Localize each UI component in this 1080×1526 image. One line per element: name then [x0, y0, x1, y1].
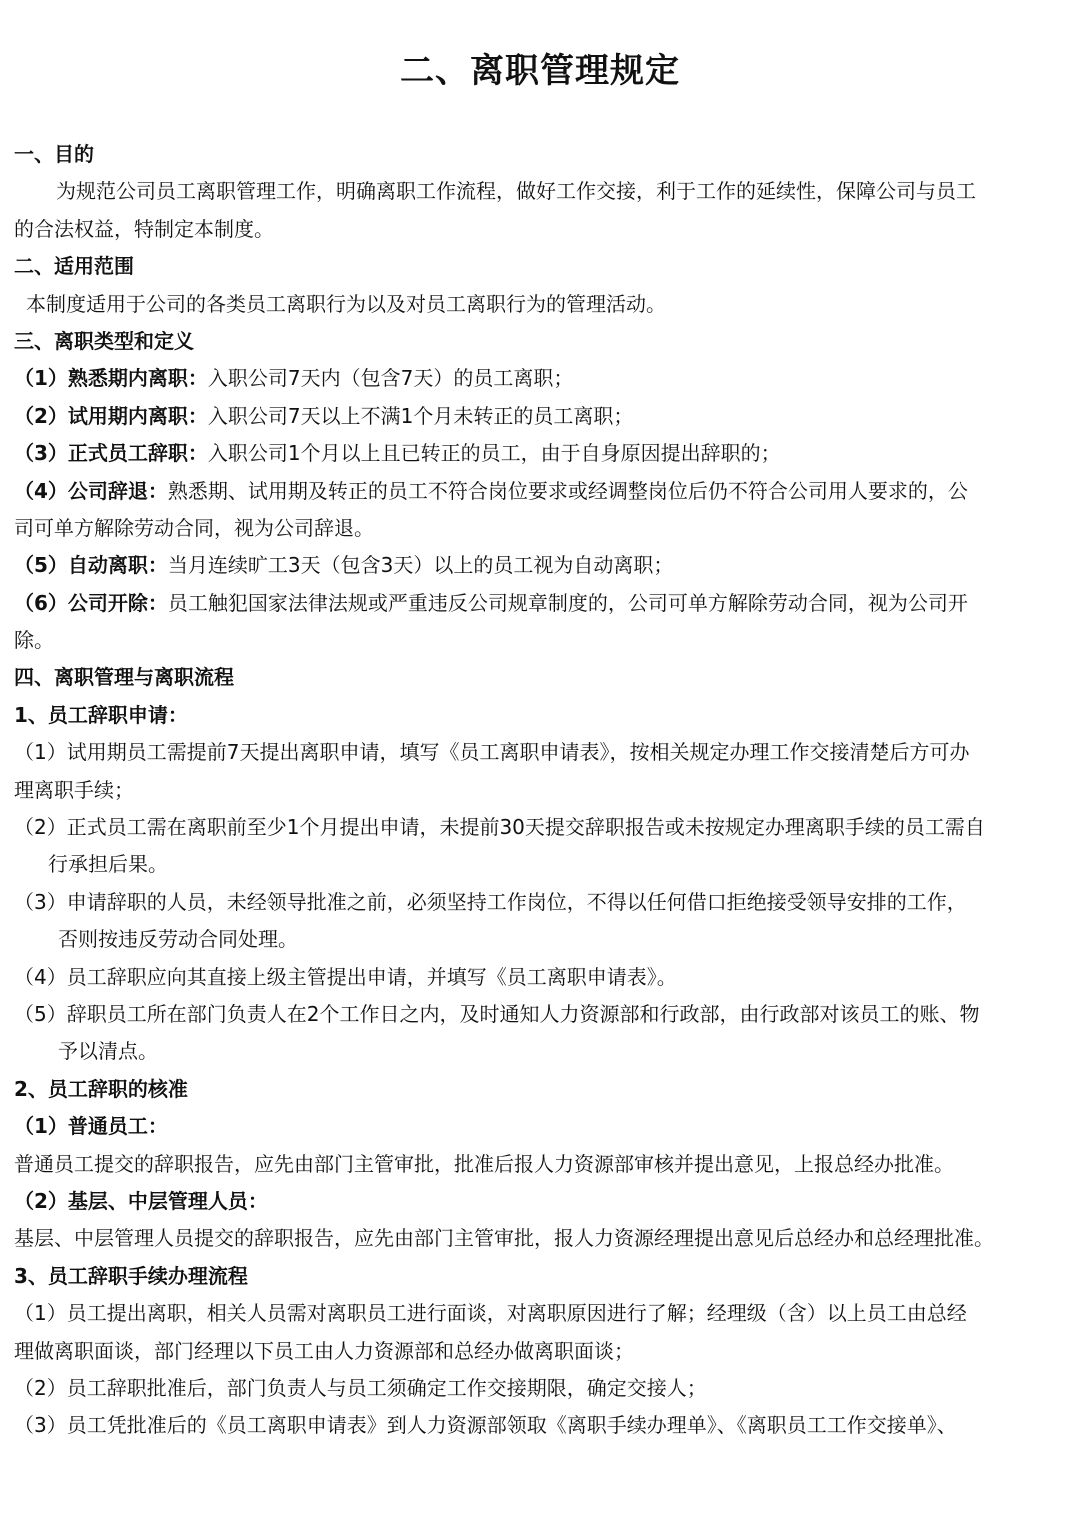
- list-item: （2）正式员工需在离职前至少1个月提出申请，未提前30天提交辞职报告或未按规定办理离职手续的员工需自: [14, 815, 985, 840]
- subsection-heading-procedure: 3、员工辞职手续办理流程: [14, 1263, 248, 1288]
- item-text: 入职公司7天以上不满1个月未转正的员工离职；: [207, 403, 634, 428]
- list-item: [14, 360, 1070, 397]
- list-item: [14, 585, 1070, 622]
- section-heading-scope: 二、适用范围: [14, 254, 134, 279]
- list-item: （2）员工辞职批准后，部门负责人与员工须确定工作交接期限，确定交接人；: [14, 1375, 707, 1400]
- item-label: （5）自动离职：: [14, 553, 168, 578]
- paragraph-text: 为规范公司员工离职管理工作，明确离职工作流程，做好工作交接，利于工作的延续性，保障公司与员工: [56, 179, 976, 204]
- list-item: （4）员工辞职应向其直接上级主管提出申请，并填写《员工离职申请表》。: [14, 964, 677, 989]
- approval-heading-managers: （2）基层、中层管理人员：: [14, 1188, 268, 1213]
- paragraph-text: 本制度适用于公司的各类员工离职行为以及对员工离职行为的管理活动。: [26, 291, 666, 316]
- list-item: [14, 547, 1070, 584]
- list-item: （5）辞职员工所在部门负责人在2个工作日之内，及时通知人力资源部和行政部，由行政部对该员工的账、物: [14, 1001, 980, 1026]
- list-item-continuation: 理做离职面谈，部门经理以下员工由人力资源部和总经办做离职面谈；: [14, 1338, 634, 1363]
- item-label: （3）正式员工辞职：: [14, 441, 208, 466]
- section-heading-types: 三、离职类型和定义: [14, 328, 194, 353]
- list-item: （1）试用期员工需提前7天提出离职申请，填写《员工离职申请表》，按相关规定办理工作交接清楚后方可办: [14, 740, 970, 765]
- item-text: 入职公司7天内（包含7天）的员工离职；: [207, 366, 574, 391]
- list-item: [14, 473, 1070, 510]
- list-item: （1）员工提出离职，相关人员需对离职员工进行面谈，对离职原因进行了解；经理级（含）以上员工由总经: [14, 1301, 967, 1326]
- paragraph-text: 基层、中层管理人员提交的辞职报告，应先由部门主管审批，报人力资源经理提出意见后总经办和总经理批准。: [14, 1226, 994, 1251]
- list-item: [14, 398, 1070, 435]
- document-body: [14, 136, 1070, 1445]
- list-item-continuation: 行承担后果。: [48, 852, 168, 877]
- paragraph-text: 的合法权益，特制定本制度。: [14, 216, 274, 241]
- section-heading-purpose: 一、目的: [14, 142, 94, 166]
- list-item-continuation: 予以清点。: [58, 1039, 158, 1064]
- item-text: 入职公司1个月以上且已转正的员工，由于自身原因提出辞职的；: [207, 441, 781, 466]
- item-label: （6）公司开除：: [14, 590, 168, 615]
- list-item-continuation: 否则按违反劳动合同处理。: [58, 927, 298, 952]
- approval-heading-regular-staff: （1）普通员工：: [14, 1114, 168, 1139]
- list-item-continuation: 司可单方解除劳动合同，视为公司辞退。: [14, 515, 374, 540]
- subsection-heading-approval: 2、员工辞职的核准: [14, 1076, 188, 1101]
- document-title: 二、离职管理规定: [400, 51, 680, 91]
- section-heading-process: 四、离职管理与离职流程: [14, 665, 234, 690]
- item-label: （1）熟悉期内离职：: [14, 366, 208, 391]
- list-item: [14, 435, 1070, 472]
- paragraph-text: 普通员工提交的辞职报告，应先由部门主管审批，批准后报人力资源部审核并提出意见，上报总经办批准。: [14, 1151, 954, 1176]
- item-label: （4）公司辞退：: [14, 478, 168, 503]
- list-item-continuation: 除。: [14, 628, 54, 653]
- list-item-continuation: 理离职手续；: [14, 777, 134, 802]
- list-item: （3）员工凭批准后的《员工离职申请表》到人力资源部领取《离职手续办理单》、《离职员工工作交接单》、: [14, 1413, 957, 1438]
- item-text: 熟悉期、试用期及转正的员工不符合岗位要求或经调整岗位后仍不符合公司用人要求的，公: [167, 478, 968, 503]
- list-item: （3）申请辞职的人员，未经领导批准之前，必须坚持工作岗位，不得以任何借口拒绝接受领导安排的工作，: [14, 889, 967, 914]
- item-text: 当月连续旷工3天（包含3天）以上的员工视为自动离职；: [167, 553, 674, 578]
- item-label: （2）试用期内离职：: [14, 403, 208, 428]
- subsection-heading-application: 1、员工辞职申请：: [14, 702, 188, 727]
- item-text: 员工触犯国家法律法规或严重违反公司规章制度的，公司可单方解除劳动合同，视为公司开: [167, 590, 968, 615]
